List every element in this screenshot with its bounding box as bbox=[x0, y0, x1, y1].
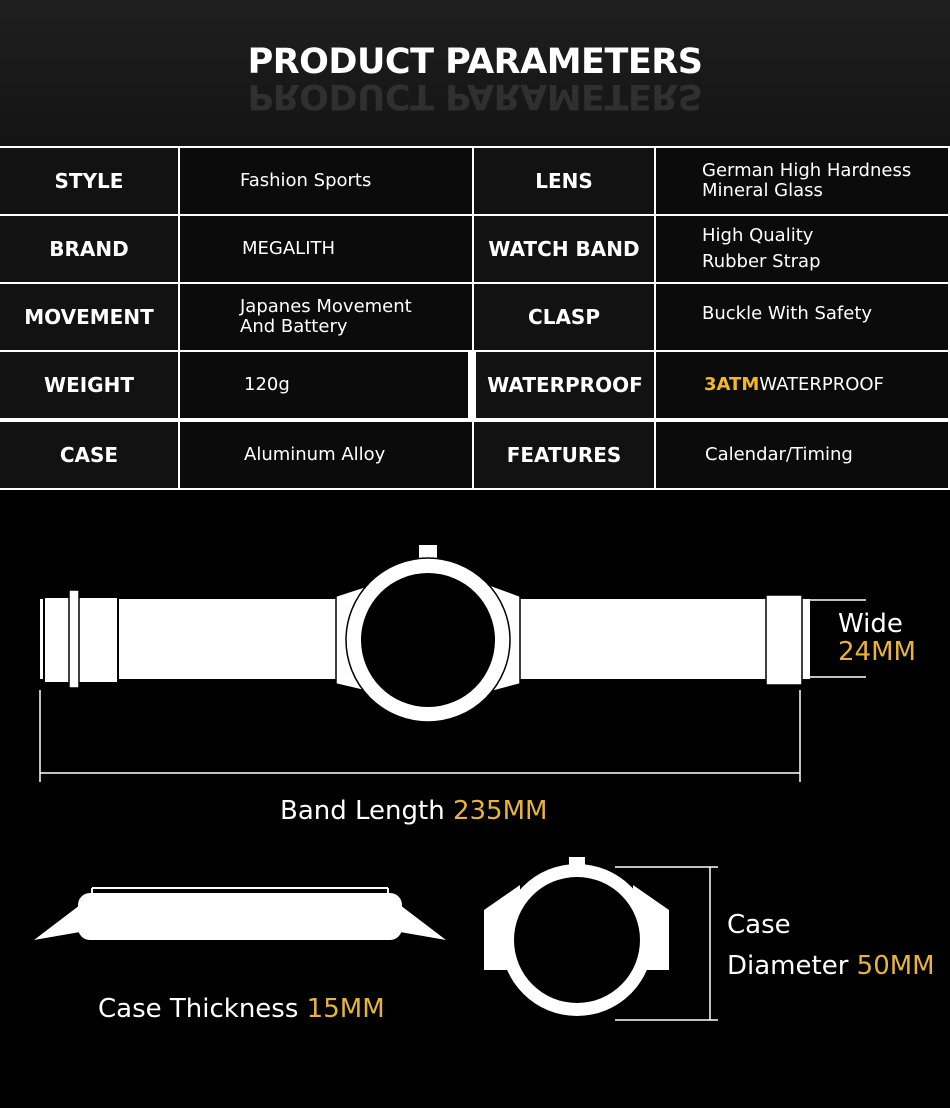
page-title-reflection: PRODUCT PARAMETERS bbox=[247, 76, 703, 116]
param-label: WATCH BAND bbox=[474, 216, 654, 282]
param-value: 120g bbox=[180, 352, 468, 418]
case-side bbox=[78, 893, 402, 940]
param-label: CASE bbox=[0, 422, 178, 488]
page-title: PRODUCT PARAMETERS bbox=[247, 42, 703, 82]
wide-dimension: Wide 24MM bbox=[838, 609, 916, 667]
waterproof-rating: 3ATM bbox=[704, 374, 760, 395]
watch-case-top-illustration bbox=[484, 857, 669, 1016]
case-diameter-dimension: Case Diameter 50MM bbox=[727, 910, 935, 981]
param-label: WATERPROOF bbox=[476, 352, 654, 418]
param-label: BRAND bbox=[0, 216, 178, 282]
band-keeper bbox=[766, 595, 802, 685]
param-value: High Quality Rubber Strap bbox=[656, 216, 948, 282]
param-value: MEGALITH bbox=[180, 216, 472, 282]
watch-front-illustration bbox=[40, 545, 810, 722]
param-label: FEATURES bbox=[474, 422, 654, 488]
param-label: MOVEMENT bbox=[0, 284, 178, 350]
param-value: German High Hardness Mineral Glass bbox=[656, 148, 948, 214]
param-label: CLASP bbox=[474, 284, 654, 350]
buckle bbox=[44, 597, 118, 683]
param-label: WEIGHT bbox=[0, 352, 178, 418]
param-value: Calendar/Timing bbox=[656, 422, 948, 488]
param-value: Fashion Sports bbox=[180, 148, 472, 214]
param-value: Japanes Movement And Battery bbox=[180, 284, 472, 350]
param-value: Buckle With Safety bbox=[656, 284, 948, 350]
band-length-dimension: Band Length 235MM bbox=[280, 796, 548, 826]
param-value: 3ATM WATERPROOF bbox=[656, 352, 948, 418]
param-label: STYLE bbox=[0, 148, 178, 214]
param-label: LENS bbox=[474, 148, 654, 214]
watch-dial bbox=[361, 573, 495, 707]
case-thickness-dimension: Case Thickness 15MM bbox=[98, 994, 385, 1024]
watch-side-illustration bbox=[34, 888, 446, 940]
param-value: Aluminum Alloy bbox=[180, 422, 472, 488]
